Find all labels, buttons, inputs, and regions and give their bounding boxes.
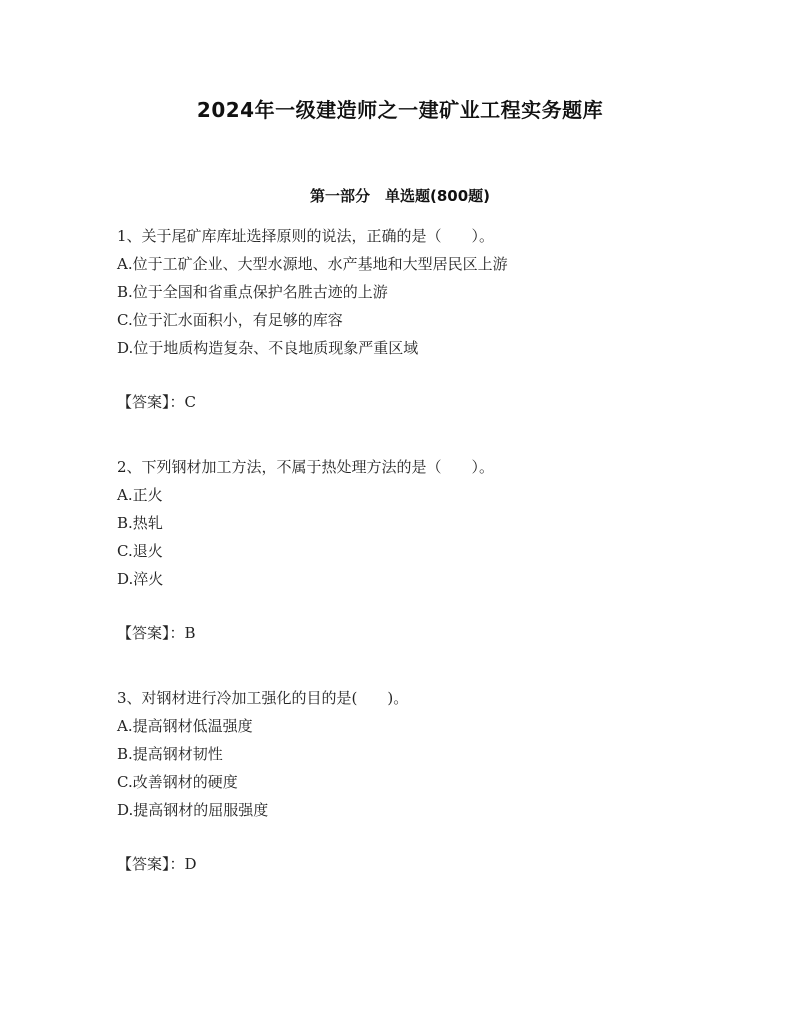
option-b: B.位于全国和省重点保护名胜古迹的上游 — [117, 283, 388, 301]
option-c: C.退火 — [117, 542, 163, 560]
option-d: D.淬火 — [117, 570, 164, 588]
option-a: A.位于工矿企业、大型水源地、水产基地和大型居民区上游 — [117, 255, 508, 273]
question-1 — [117, 222, 717, 416]
answer-line: 【答案】：B — [117, 624, 196, 642]
option-c: C.位于汇水面积小，有足够的库容 — [117, 311, 343, 329]
question-stem: 3、对钢材进行冷加工强化的目的是( )。 — [117, 689, 409, 707]
option-d: D.提高钢材的屈服强度 — [117, 801, 269, 819]
option-a: A.正火 — [117, 486, 163, 504]
question-stem: 1、关于尾矿库库址选择原则的说法，正确的是（ ）。 — [117, 227, 495, 245]
option-a: A.提高钢材低温强度 — [117, 717, 253, 735]
option-c: C.改善钢材的硬度 — [117, 773, 238, 791]
option-b: B.提高钢材韧性 — [117, 745, 223, 763]
answer-line: 【答案】：D — [117, 855, 197, 873]
option-b: B.热轧 — [117, 514, 163, 532]
answer-line: 【答案】：C — [117, 393, 196, 411]
question-2 — [117, 453, 717, 647]
question-stem: 2、下列钢材加工方法，不属于热处理方法的是（ ）。 — [117, 458, 495, 476]
section-title: 第一部分 单选题(800题) — [309, 187, 491, 205]
question-3 — [117, 684, 717, 878]
option-d: D.位于地质构造复杂、不良地质现象严重区域 — [117, 339, 419, 357]
document-title: 2024年一级建造师之一建矿业工程实务题库 — [196, 98, 604, 122]
